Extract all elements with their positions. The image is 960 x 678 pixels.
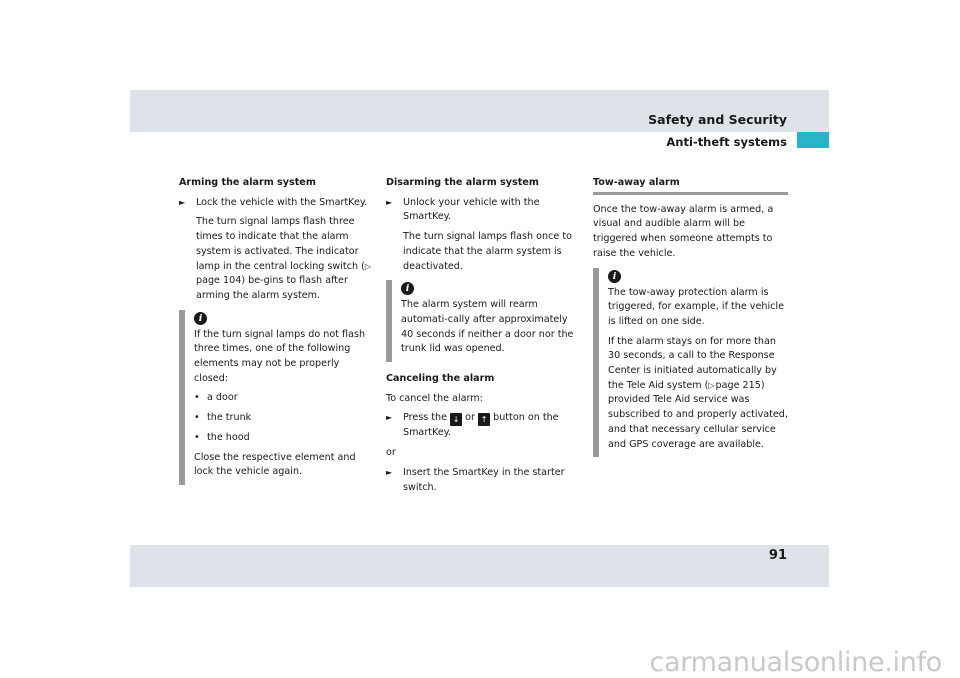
note-outro: Close the respective element and lock the vehicle again. [194, 451, 356, 478]
cancel-heading: Canceling the alarm [386, 373, 495, 385]
note-body [194, 310, 374, 485]
disarming-step-detail: The turn signal lamps flash once to indicate that the alarm system is deactivated. [403, 231, 572, 272]
cancel-step-2-text: Insert the SmartKey in the starter switch. [403, 466, 565, 493]
tow-note-p2-text-a: If the alarm stays on for more than 30 seconds, a call to the Response Center is initiated automatically by the Tele Aid system ( [608, 335, 777, 391]
note-body [401, 280, 582, 362]
unlock-key-icon: ↓ [450, 413, 462, 426]
note-item-text: a door [207, 392, 238, 404]
page-ref-arrow-icon: ▷ [364, 261, 372, 271]
arming-heading: Arming the alarm system [179, 177, 316, 188]
section-title: Safety and Security [648, 112, 787, 127]
arrow-bullet-icon: ► [386, 413, 393, 423]
watermark-logo: carmanualsonline.info [649, 647, 942, 678]
disarming-step-text: Unlock your vehicle with the SmartKey. [403, 196, 540, 223]
cancel-step [386, 411, 582, 441]
info-note [386, 280, 582, 362]
tow-note-p2 [608, 335, 788, 453]
note-item-text: the hood [207, 431, 250, 443]
lock-key-icon: ↑ [478, 413, 490, 426]
column-disarming [386, 176, 582, 500]
info-note [179, 310, 374, 485]
tow-away-intro: Once the tow-away alarm is armed, a visual and audible alarm will be triggered when someone attempts to raise the vehicle. [593, 203, 774, 259]
bullet-dot-icon: • [194, 412, 200, 424]
page-ref-arrow-icon: ▷ [708, 380, 715, 390]
cancel-step-or: or [465, 412, 475, 424]
cancel-step-text-a: Press the [403, 412, 448, 424]
arming-step-detail [179, 215, 374, 303]
page-ref-link[interactable]: page 215 [715, 379, 761, 391]
note-list-item [194, 411, 374, 426]
bullet-dot-icon: • [194, 392, 200, 404]
tow-away-heading: Tow-away alarm [593, 176, 788, 195]
cancel-step-text [403, 411, 582, 441]
note-list-item [194, 431, 374, 446]
cancel-step-2 [386, 466, 582, 495]
arming-detail-text-b: ) be-gins to flash after arming the alarm system. [196, 275, 348, 301]
info-icon: i [608, 270, 621, 283]
note-bar [386, 280, 392, 362]
arming-step-text: Lock the vehicle with the SmartKey. [196, 196, 368, 208]
note-item-text: the trunk [207, 412, 252, 424]
info-icon: i [401, 282, 414, 295]
page-ref-link[interactable]: page 104 [196, 275, 242, 287]
disarming-step [386, 196, 582, 225]
note-bar [179, 310, 185, 485]
footer-band [130, 545, 829, 587]
disarming-heading: Disarming the alarm system [386, 177, 539, 188]
note-body [608, 268, 788, 458]
note-intro: If the turn signal lamps do not flash three times, one of the following elements may not be properly closed: [194, 328, 366, 384]
cancel-intro: To cancel the alarm: [386, 392, 483, 404]
rearm-note-text: The alarm system will rearm automati-cally after approximately 40 seconds if neither a door nor the trunk lid was opened. [401, 299, 574, 355]
info-note [593, 268, 788, 458]
arming-step [179, 196, 374, 211]
subsection-title: Anti-theft systems [666, 135, 787, 149]
note-list-item [194, 391, 374, 406]
or-text: or [386, 447, 396, 459]
arrow-bullet-icon: ► [386, 467, 393, 477]
column-tow-away [593, 176, 788, 467]
cancel-step-text-b: button on the SmartKey. [403, 412, 559, 439]
column-arming [179, 176, 374, 495]
note-bar [593, 268, 599, 458]
tow-note-p2-text-b: ) provided Tele Aid service was subscribed to and properly activated, and that necessary cellular service and GPS coverage are available. [608, 379, 788, 450]
arming-detail-text-a: The turn signal lamps flash three times to indicate that the alarm system is activated. The indicator lamp in the central locking switch ( [196, 216, 365, 272]
bullet-dot-icon: • [194, 431, 200, 443]
section-accent-tab [797, 132, 829, 148]
info-icon: i [194, 312, 207, 325]
page-number: 91 [768, 548, 787, 563]
tow-note-p1: The tow-away protection alarm is triggered, for example, if the vehicle is lifted on one side. [608, 286, 784, 327]
arrow-bullet-icon: ► [179, 197, 186, 207]
arrow-bullet-icon: ► [386, 197, 393, 207]
